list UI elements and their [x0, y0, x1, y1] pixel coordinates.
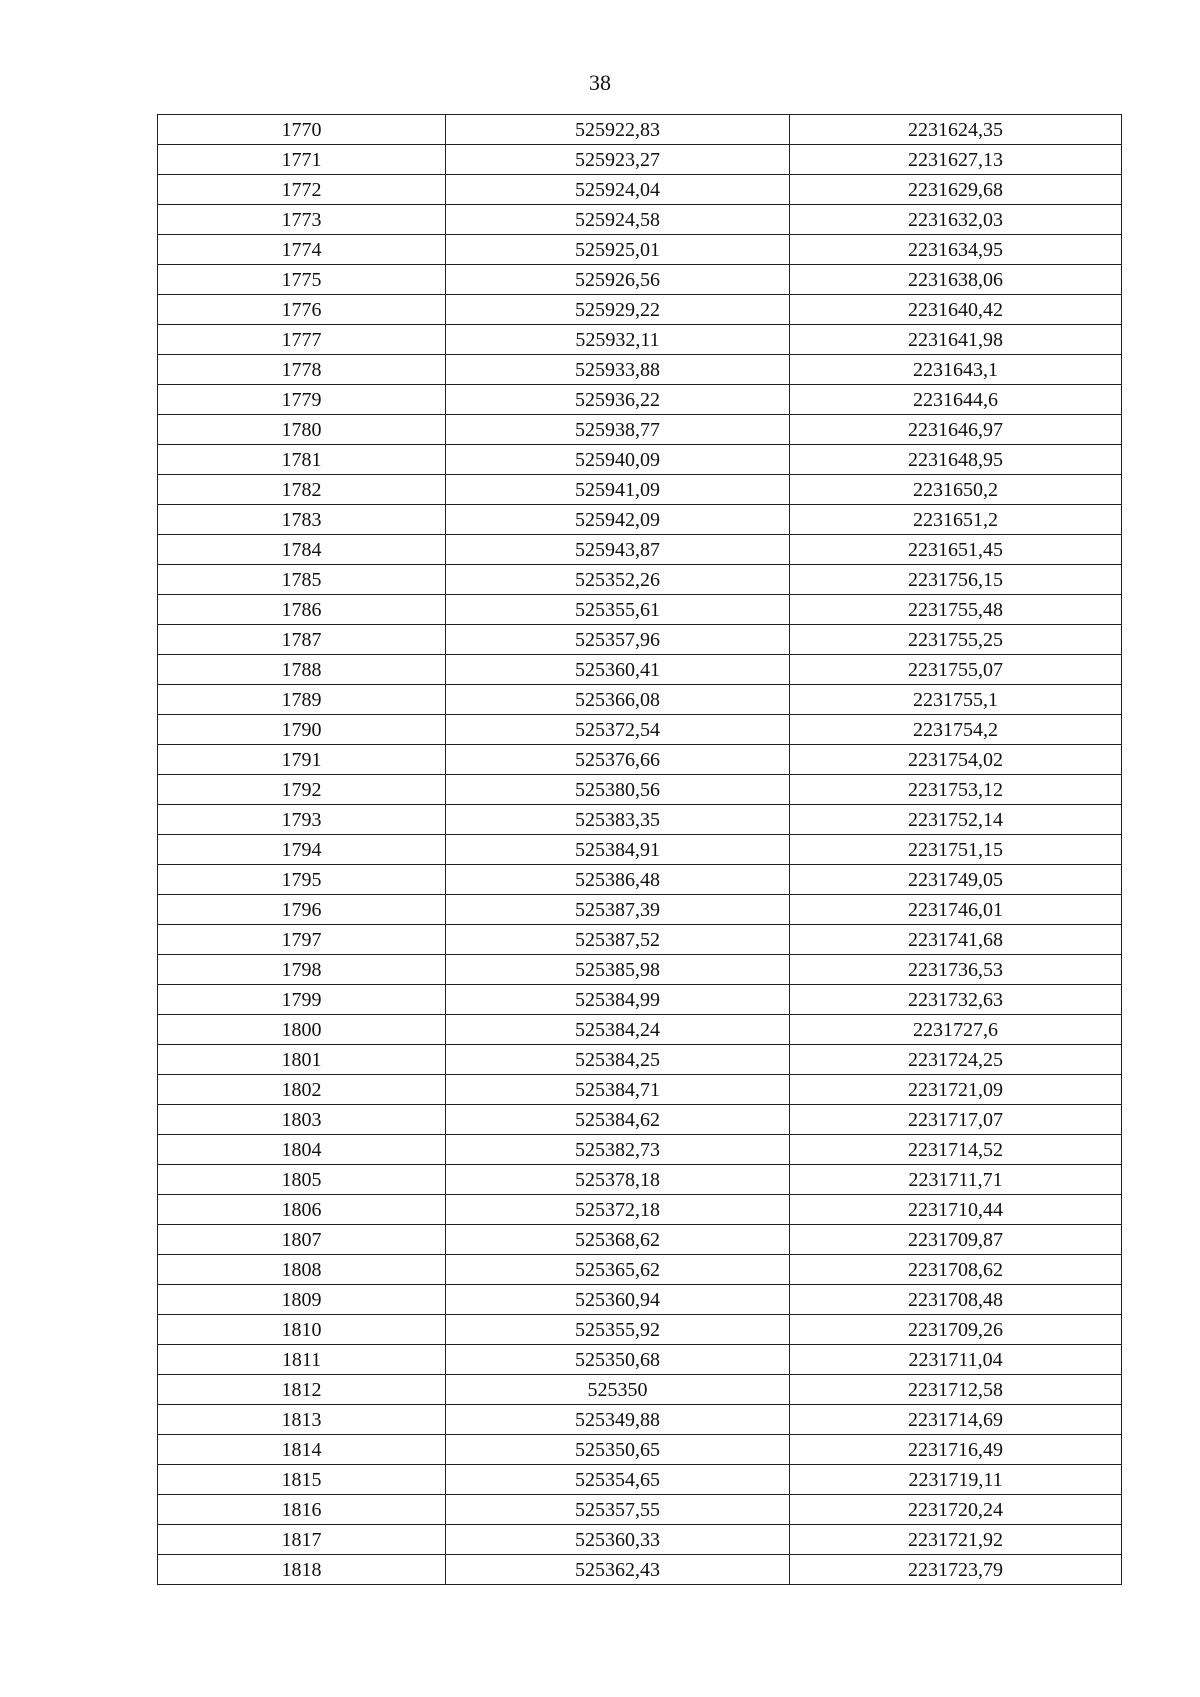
table-row [158, 265, 1122, 295]
point-number-cell: 1792 [158, 775, 446, 805]
y-coordinate-cell: 2231711,04 [790, 1345, 1122, 1375]
table-row [158, 565, 1122, 595]
x-coordinate-cell: 525357,55 [446, 1495, 790, 1525]
x-coordinate-cell: 525925,01 [446, 235, 790, 265]
point-number-cell: 1810 [158, 1315, 446, 1345]
table-row [158, 1045, 1122, 1075]
point-number-cell: 1816 [158, 1495, 446, 1525]
x-coordinate-cell: 525933,88 [446, 355, 790, 385]
x-coordinate-cell: 525924,04 [446, 175, 790, 205]
x-coordinate-cell: 525926,56 [446, 265, 790, 295]
point-number-cell: 1801 [158, 1045, 446, 1075]
y-coordinate-cell: 2231712,58 [790, 1375, 1122, 1405]
y-coordinate-cell: 2231643,1 [790, 355, 1122, 385]
x-coordinate-cell: 525378,18 [446, 1165, 790, 1195]
y-coordinate-cell: 2231624,35 [790, 115, 1122, 145]
x-coordinate-cell: 525349,88 [446, 1405, 790, 1435]
y-coordinate-cell: 2231627,13 [790, 145, 1122, 175]
x-coordinate-cell: 525941,09 [446, 475, 790, 505]
point-number-cell: 1789 [158, 685, 446, 715]
x-coordinate-cell: 525383,35 [446, 805, 790, 835]
point-number-cell: 1803 [158, 1105, 446, 1135]
x-coordinate-cell: 525387,39 [446, 895, 790, 925]
y-coordinate-cell: 2231714,69 [790, 1405, 1122, 1435]
point-number-cell: 1785 [158, 565, 446, 595]
table-row [158, 1195, 1122, 1225]
point-number-cell: 1790 [158, 715, 446, 745]
table-row [158, 1555, 1122, 1585]
point-number-cell: 1780 [158, 415, 446, 445]
y-coordinate-cell: 2231741,68 [790, 925, 1122, 955]
point-number-cell: 1806 [158, 1195, 446, 1225]
y-coordinate-cell: 2231650,2 [790, 475, 1122, 505]
coordinates-table-body [158, 115, 1122, 1585]
x-coordinate-cell: 525362,43 [446, 1555, 790, 1585]
y-coordinate-cell: 2231736,53 [790, 955, 1122, 985]
y-coordinate-cell: 2231752,14 [790, 805, 1122, 835]
table-row [158, 595, 1122, 625]
x-coordinate-cell: 525360,94 [446, 1285, 790, 1315]
table-row [158, 865, 1122, 895]
x-coordinate-cell: 525357,96 [446, 625, 790, 655]
x-coordinate-cell: 525384,71 [446, 1075, 790, 1105]
point-number-cell: 1812 [158, 1375, 446, 1405]
y-coordinate-cell: 2231646,97 [790, 415, 1122, 445]
table-row [158, 295, 1122, 325]
x-coordinate-cell: 525384,91 [446, 835, 790, 865]
table-row [158, 805, 1122, 835]
point-number-cell: 1776 [158, 295, 446, 325]
y-coordinate-cell: 2231651,2 [790, 505, 1122, 535]
table-row [158, 1315, 1122, 1345]
x-coordinate-cell: 525940,09 [446, 445, 790, 475]
x-coordinate-cell: 525385,98 [446, 955, 790, 985]
point-number-cell: 1808 [158, 1255, 446, 1285]
table-row [158, 655, 1122, 685]
table-row [158, 415, 1122, 445]
x-coordinate-cell: 525350 [446, 1375, 790, 1405]
x-coordinate-cell: 525943,87 [446, 535, 790, 565]
y-coordinate-cell: 2231755,25 [790, 625, 1122, 655]
table-row [158, 955, 1122, 985]
point-number-cell: 1771 [158, 145, 446, 175]
point-number-cell: 1786 [158, 595, 446, 625]
x-coordinate-cell: 525384,24 [446, 1015, 790, 1045]
x-coordinate-cell: 525355,61 [446, 595, 790, 625]
point-number-cell: 1788 [158, 655, 446, 685]
x-coordinate-cell: 525350,65 [446, 1435, 790, 1465]
point-number-cell: 1779 [158, 385, 446, 415]
x-coordinate-cell: 525376,66 [446, 745, 790, 775]
x-coordinate-cell: 525354,65 [446, 1465, 790, 1495]
point-number-cell: 1777 [158, 325, 446, 355]
x-coordinate-cell: 525384,25 [446, 1045, 790, 1075]
x-coordinate-cell: 525372,54 [446, 715, 790, 745]
y-coordinate-cell: 2231754,02 [790, 745, 1122, 775]
table-row [158, 145, 1122, 175]
table-row [158, 1525, 1122, 1555]
x-coordinate-cell: 525352,26 [446, 565, 790, 595]
point-number-cell: 1813 [158, 1405, 446, 1435]
table-row [158, 985, 1122, 1015]
point-number-cell: 1798 [158, 955, 446, 985]
table-row [158, 355, 1122, 385]
coordinates-table [157, 114, 1122, 1585]
table-row [158, 235, 1122, 265]
x-coordinate-cell: 525366,08 [446, 685, 790, 715]
point-number-cell: 1805 [158, 1165, 446, 1195]
table-row [158, 325, 1122, 355]
x-coordinate-cell: 525384,99 [446, 985, 790, 1015]
table-row [158, 205, 1122, 235]
y-coordinate-cell: 2231708,62 [790, 1255, 1122, 1285]
x-coordinate-cell: 525942,09 [446, 505, 790, 535]
x-coordinate-cell: 525355,92 [446, 1315, 790, 1345]
table-row [158, 715, 1122, 745]
y-coordinate-cell: 2231755,1 [790, 685, 1122, 715]
table-row [158, 835, 1122, 865]
y-coordinate-cell: 2231723,79 [790, 1555, 1122, 1585]
x-coordinate-cell: 525923,27 [446, 145, 790, 175]
point-number-cell: 1794 [158, 835, 446, 865]
point-number-cell: 1797 [158, 925, 446, 955]
table-row [158, 1345, 1122, 1375]
y-coordinate-cell: 2231755,07 [790, 655, 1122, 685]
point-number-cell: 1795 [158, 865, 446, 895]
table-row [158, 1435, 1122, 1465]
point-number-cell: 1811 [158, 1345, 446, 1375]
point-number-cell: 1802 [158, 1075, 446, 1105]
table-row [158, 1225, 1122, 1255]
x-coordinate-cell: 525380,56 [446, 775, 790, 805]
y-coordinate-cell: 2231746,01 [790, 895, 1122, 925]
table-row [158, 685, 1122, 715]
table-row [158, 445, 1122, 475]
point-number-cell: 1782 [158, 475, 446, 505]
y-coordinate-cell: 2231638,06 [790, 265, 1122, 295]
table-row [158, 535, 1122, 565]
y-coordinate-cell: 2231634,95 [790, 235, 1122, 265]
x-coordinate-cell: 525372,18 [446, 1195, 790, 1225]
y-coordinate-cell: 2231717,07 [790, 1105, 1122, 1135]
point-number-cell: 1783 [158, 505, 446, 535]
x-coordinate-cell: 525350,68 [446, 1345, 790, 1375]
x-coordinate-cell: 525365,62 [446, 1255, 790, 1285]
point-number-cell: 1784 [158, 535, 446, 565]
x-coordinate-cell: 525938,77 [446, 415, 790, 445]
table-row [158, 505, 1122, 535]
y-coordinate-cell: 2231751,15 [790, 835, 1122, 865]
x-coordinate-cell: 525932,11 [446, 325, 790, 355]
point-number-cell: 1809 [158, 1285, 446, 1315]
y-coordinate-cell: 2231711,71 [790, 1165, 1122, 1195]
y-coordinate-cell: 2231648,95 [790, 445, 1122, 475]
table-row [158, 1255, 1122, 1285]
point-number-cell: 1772 [158, 175, 446, 205]
x-coordinate-cell: 525929,22 [446, 295, 790, 325]
point-number-cell: 1773 [158, 205, 446, 235]
y-coordinate-cell: 2231753,12 [790, 775, 1122, 805]
y-coordinate-cell: 2231651,45 [790, 535, 1122, 565]
x-coordinate-cell: 525360,33 [446, 1525, 790, 1555]
y-coordinate-cell: 2231756,15 [790, 565, 1122, 595]
table-row [158, 115, 1122, 145]
table-row [158, 475, 1122, 505]
table-row [158, 925, 1122, 955]
y-coordinate-cell: 2231719,11 [790, 1465, 1122, 1495]
point-number-cell: 1770 [158, 115, 446, 145]
table-row [158, 1015, 1122, 1045]
x-coordinate-cell: 525922,83 [446, 115, 790, 145]
point-number-cell: 1787 [158, 625, 446, 655]
table-row [158, 385, 1122, 415]
y-coordinate-cell: 2231629,68 [790, 175, 1122, 205]
x-coordinate-cell: 525924,58 [446, 205, 790, 235]
table-row [158, 895, 1122, 925]
page-number: 38 [589, 70, 611, 95]
y-coordinate-cell: 2231710,44 [790, 1195, 1122, 1225]
y-coordinate-cell: 2231727,6 [790, 1015, 1122, 1045]
y-coordinate-cell: 2231640,42 [790, 295, 1122, 325]
y-coordinate-cell: 2231721,92 [790, 1525, 1122, 1555]
y-coordinate-cell: 2231714,52 [790, 1135, 1122, 1165]
y-coordinate-cell: 2231644,6 [790, 385, 1122, 415]
y-coordinate-cell: 2231641,98 [790, 325, 1122, 355]
point-number-cell: 1774 [158, 235, 446, 265]
table-row [158, 775, 1122, 805]
y-coordinate-cell: 2231754,2 [790, 715, 1122, 745]
point-number-cell: 1817 [158, 1525, 446, 1555]
table-row [158, 1105, 1122, 1135]
point-number-cell: 1793 [158, 805, 446, 835]
y-coordinate-cell: 2231749,05 [790, 865, 1122, 895]
point-number-cell: 1807 [158, 1225, 446, 1255]
table-row [158, 175, 1122, 205]
y-coordinate-cell: 2231720,24 [790, 1495, 1122, 1525]
table-row [158, 1165, 1122, 1195]
y-coordinate-cell: 2231708,48 [790, 1285, 1122, 1315]
point-number-cell: 1799 [158, 985, 446, 1015]
y-coordinate-cell: 2231709,26 [790, 1315, 1122, 1345]
table-row [158, 1495, 1122, 1525]
x-coordinate-cell: 525360,41 [446, 655, 790, 685]
x-coordinate-cell: 525936,22 [446, 385, 790, 415]
x-coordinate-cell: 525384,62 [446, 1105, 790, 1135]
point-number-cell: 1814 [158, 1435, 446, 1465]
point-number-cell: 1796 [158, 895, 446, 925]
point-number-cell: 1781 [158, 445, 446, 475]
point-number-cell: 1815 [158, 1465, 446, 1495]
y-coordinate-cell: 2231724,25 [790, 1045, 1122, 1075]
point-number-cell: 1800 [158, 1015, 446, 1045]
table-row [158, 625, 1122, 655]
y-coordinate-cell: 2231721,09 [790, 1075, 1122, 1105]
x-coordinate-cell: 525368,62 [446, 1225, 790, 1255]
point-number-cell: 1804 [158, 1135, 446, 1165]
x-coordinate-cell: 525386,48 [446, 865, 790, 895]
y-coordinate-cell: 2231755,48 [790, 595, 1122, 625]
table-row [158, 745, 1122, 775]
table-row [158, 1285, 1122, 1315]
table-row [158, 1405, 1122, 1435]
y-coordinate-cell: 2231716,49 [790, 1435, 1122, 1465]
table-row [158, 1075, 1122, 1105]
y-coordinate-cell: 2231632,03 [790, 205, 1122, 235]
point-number-cell: 1778 [158, 355, 446, 385]
x-coordinate-cell: 525387,52 [446, 925, 790, 955]
table-row [158, 1135, 1122, 1165]
point-number-cell: 1791 [158, 745, 446, 775]
y-coordinate-cell: 2231732,63 [790, 985, 1122, 1015]
table-row [158, 1465, 1122, 1495]
table-row [158, 1375, 1122, 1405]
point-number-cell: 1818 [158, 1555, 446, 1585]
point-number-cell: 1775 [158, 265, 446, 295]
x-coordinate-cell: 525382,73 [446, 1135, 790, 1165]
y-coordinate-cell: 2231709,87 [790, 1225, 1122, 1255]
